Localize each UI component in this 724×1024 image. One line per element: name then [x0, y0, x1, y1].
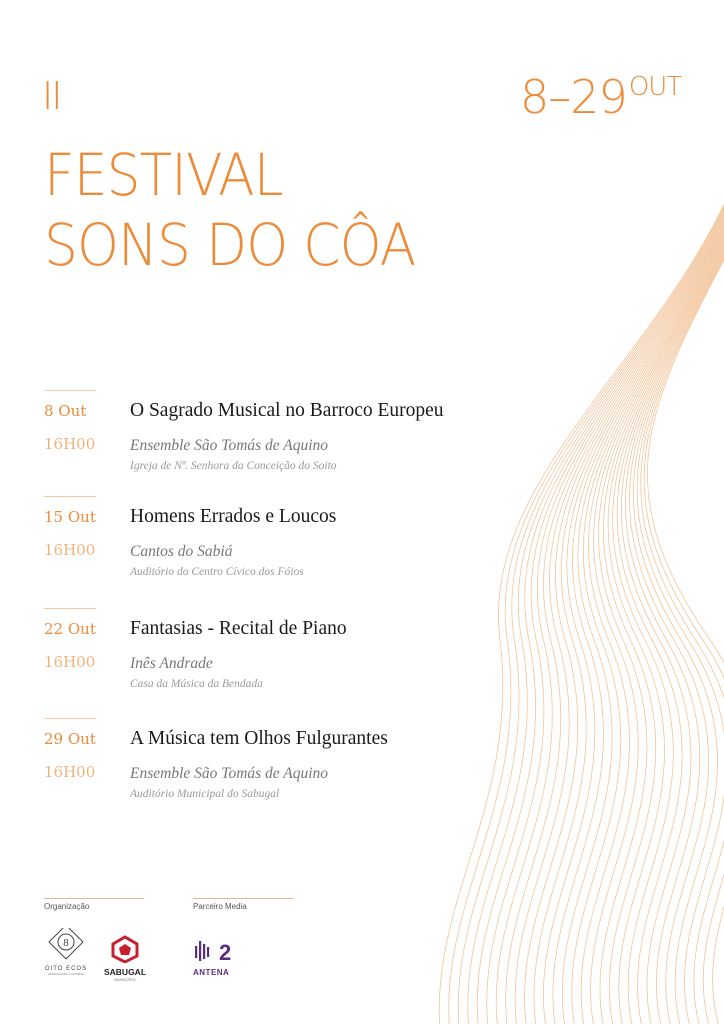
- antena2-number: 2: [219, 940, 232, 964]
- event-title: Homens Errados e Loucos: [130, 506, 337, 527]
- event-venue: Auditório do Centro Cívico dos Fóios: [130, 566, 304, 578]
- title-line-1: FESTIVAL: [44, 141, 283, 209]
- event-divider: [44, 718, 96, 719]
- antena2-logo: [193, 938, 243, 980]
- event-2: [44, 496, 524, 596]
- wave-line: [458, 183, 724, 1024]
- wave-line: [641, 217, 724, 1024]
- event-title: Fantasias - Recital de Piano: [130, 618, 347, 639]
- festival-dates: [520, 70, 681, 124]
- title-line-2: SONS DO CÔA: [44, 211, 416, 279]
- sabugal-icon: [100, 935, 150, 963]
- event-date: 29 Out: [44, 730, 96, 748]
- event-performer: Ensemble São Tomás de Aquino: [130, 765, 329, 782]
- event-time: 16H00: [44, 541, 96, 559]
- event-time: 16H00: [44, 763, 96, 781]
- sabugal-name: SABUGAL: [103, 967, 147, 977]
- footer-divider-org: [44, 898, 144, 899]
- footer-divider-media: [193, 898, 293, 899]
- date-month: OUT: [628, 72, 682, 102]
- event-1: [44, 390, 524, 490]
- wave-line: [572, 199, 724, 1024]
- event-divider: [44, 608, 96, 609]
- wave-line: [534, 194, 724, 1024]
- oito-ecos-numeral: 8: [63, 937, 69, 949]
- event-time: 16H00: [44, 435, 96, 453]
- event-divider: [44, 390, 96, 391]
- oito-ecos-name: OITO ECOS: [44, 966, 88, 972]
- wave-line: [562, 198, 724, 1024]
- event-performer: Cantos do Sabiá: [130, 543, 233, 560]
- date-range: 8–29: [520, 70, 627, 124]
- antena2-name: ANTENA: [193, 968, 230, 977]
- event-4: [44, 718, 524, 818]
- event-date: 8 Out: [44, 402, 87, 420]
- oito-ecos-icon: [44, 928, 88, 962]
- festival-title: [44, 140, 415, 280]
- oito-ecos-sub: ASSOCIAÇÃO CULTURAL: [47, 972, 85, 976]
- event-venue: Auditório Municipal do Sabugal: [130, 788, 280, 800]
- sabugal-sub: MUNICÍPIO: [114, 977, 136, 982]
- media-partner-label: Parceiro Media: [193, 902, 247, 911]
- event-performer: Inês Andrade: [130, 655, 213, 672]
- event-date: 22 Out: [44, 620, 96, 638]
- wave-line: [591, 202, 724, 1024]
- sabugal-logo: [100, 935, 150, 985]
- edition-number: II: [42, 74, 61, 118]
- antena2-icon: [193, 938, 241, 964]
- event-performer: Ensemble São Tomás de Aquino: [130, 437, 329, 454]
- event-venue: Igreja de Nª. Senhora da Conceição do Soito: [130, 460, 337, 472]
- event-title: O Sagrado Musical no Barroco Europeu: [130, 400, 444, 421]
- event-time: 16H00: [44, 653, 96, 671]
- event-3: [44, 608, 524, 708]
- event-divider: [44, 496, 96, 497]
- oito-ecos-logo: [44, 928, 88, 988]
- event-date: 15 Out: [44, 508, 96, 526]
- event-title: A Música tem Olhos Fulgurantes: [130, 728, 388, 749]
- wave-line: [581, 201, 724, 1024]
- organization-label: Organização: [44, 902, 90, 911]
- event-venue: Casa da Música da Bendada: [130, 678, 263, 690]
- wave-line: [629, 213, 724, 1024]
